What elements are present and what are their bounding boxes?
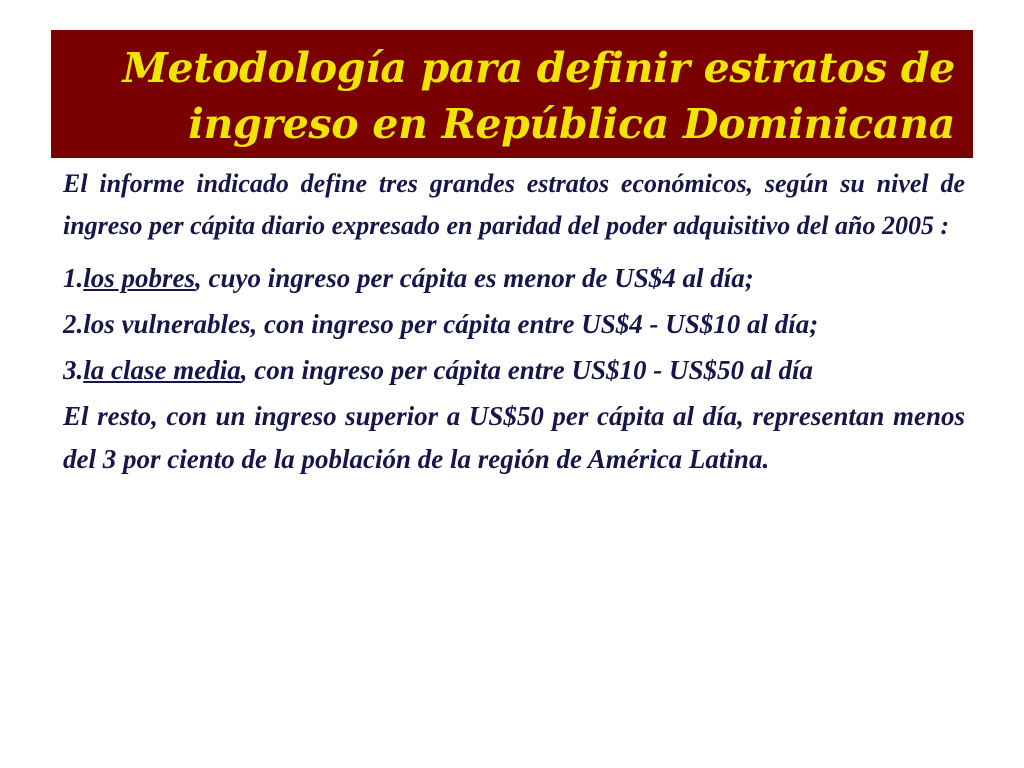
intro-paragraph: El informe indicado define tres grandes estratos económicos, según su nivel de ingreso per cápita diario expresado en paridad del poder adquisitivo del año 2005 : <box>63 169 965 240</box>
closing-paragraph: El resto, con un ingreso superior a US$50 per cápita al día, representan menos del 3 por ciento de la población de la región de América Latina. <box>63 401 965 474</box>
list-item-vulnerable <box>63 303 965 346</box>
item-number: 2. <box>63 309 84 339</box>
list-item-poor <box>63 257 965 300</box>
list-item-middle-class <box>63 349 965 392</box>
item-description: , con ingreso per cápita entre US$10 - US$50 al día <box>240 355 813 385</box>
item-term: la clase media <box>83 355 241 385</box>
item-term: los vulnerables <box>83 309 251 339</box>
title-line-1: Metodología para definir estratos de <box>122 44 955 92</box>
item-number: 3. <box>63 355 84 385</box>
title-line-2: ingreso en República Dominicana <box>188 100 955 148</box>
item-description: , con ingreso per cápita entre US$4 - US$10 al día; <box>250 309 819 339</box>
slide-title <box>51 40 955 152</box>
item-term: los pobres <box>83 263 196 293</box>
title-banner <box>51 30 973 158</box>
item-description: , cuyo ingreso per cápita es menor de US$4 al día; <box>195 263 754 293</box>
slide-body <box>63 163 965 481</box>
item-number: 1. <box>63 263 84 293</box>
